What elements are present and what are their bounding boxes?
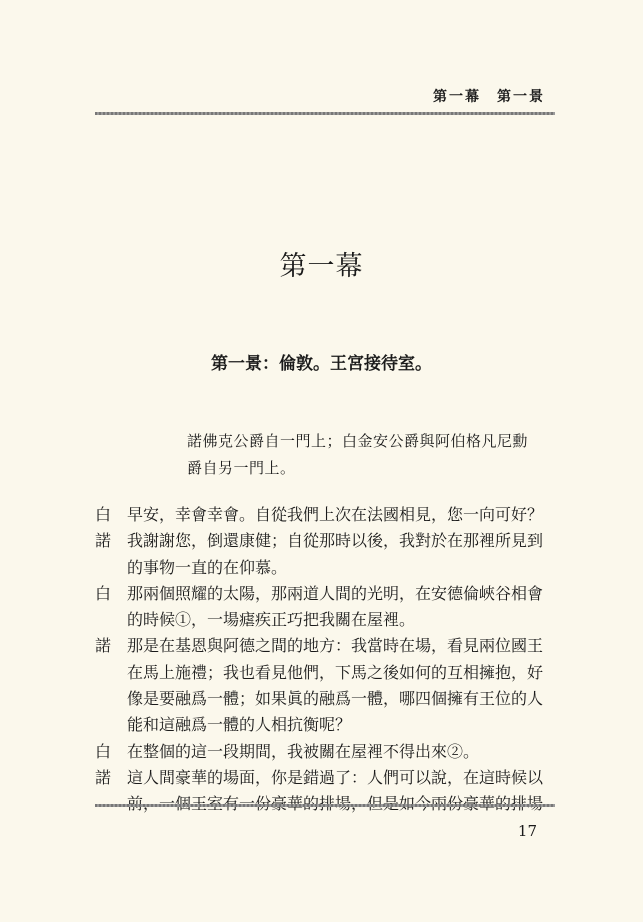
scene-title: 第一景：倫敦。王宮接待室。	[211, 354, 432, 374]
speech-text: 的事物一直的在仰慕。	[127, 557, 288, 577]
act-title: 第一幕	[279, 251, 364, 282]
speech-text: 的時候①，一場瘧疾正巧把我關在屋裡。	[127, 610, 416, 630]
dialogue-line	[95, 712, 560, 738]
speech-text: 這人間豪華的場面，你是錯過了：人們可以說，在這時候以	[127, 767, 544, 787]
dialogue-line	[95, 739, 560, 765]
dialogue	[95, 502, 560, 818]
dialogue-line	[95, 502, 560, 528]
running-head: 第一幕 第一景	[433, 89, 545, 105]
dialogue-line	[95, 581, 560, 607]
speech-text: 那兩個照耀的太陽，那兩道人間的光明，在安德倫峽谷相會	[127, 583, 544, 603]
dialogue-line	[95, 528, 560, 554]
stage-direction-line: 諾佛克公爵自一門上；白金安公爵與阿伯格凡尼勳	[187, 432, 529, 450]
speech-text: 在馬上施禮；我也看見他們，下馬之後如何的互相擁抱，好	[127, 662, 544, 682]
stage-direction	[187, 428, 557, 482]
speaker-label: 諾	[95, 767, 112, 787]
speaker-label: 諾	[95, 531, 112, 551]
page-number: 17	[517, 822, 537, 840]
dialogue-line	[95, 765, 560, 791]
speech-text: 像是要融爲一體；如果眞的融爲一體，哪四個擁有王位的人	[127, 689, 544, 709]
dialogue-line	[95, 633, 560, 659]
speaker-label: 諾	[95, 636, 112, 656]
dialogue-line	[95, 555, 560, 581]
speaker-label: 白	[95, 741, 112, 761]
dialogue-line	[95, 686, 560, 712]
speech-text: 能和這融爲一體的人相抗衡呢？	[127, 715, 352, 735]
speech-text: 在整個的這一段期間，我被關在屋裡不得出來②。	[127, 741, 480, 761]
dialogue-line	[95, 660, 560, 686]
speaker-label: 白	[95, 583, 112, 603]
speaker-label: 白	[95, 505, 112, 524]
speech-text: 我謝謝您，倒還康健；自從那時以後，我對於在那裡所見到	[127, 531, 544, 551]
dialogue-line	[95, 607, 560, 633]
header-rule	[95, 112, 555, 115]
speech-text: 早安，幸會幸會。自從我們上次在法國相見，您一向可好？	[127, 505, 544, 524]
footer-rule	[95, 804, 555, 807]
speech-text: 那是在基恩與阿德之間的地方：我當時在場，看見兩位國王	[127, 636, 544, 656]
stage-direction-line: 爵自另一門上。	[187, 459, 296, 477]
